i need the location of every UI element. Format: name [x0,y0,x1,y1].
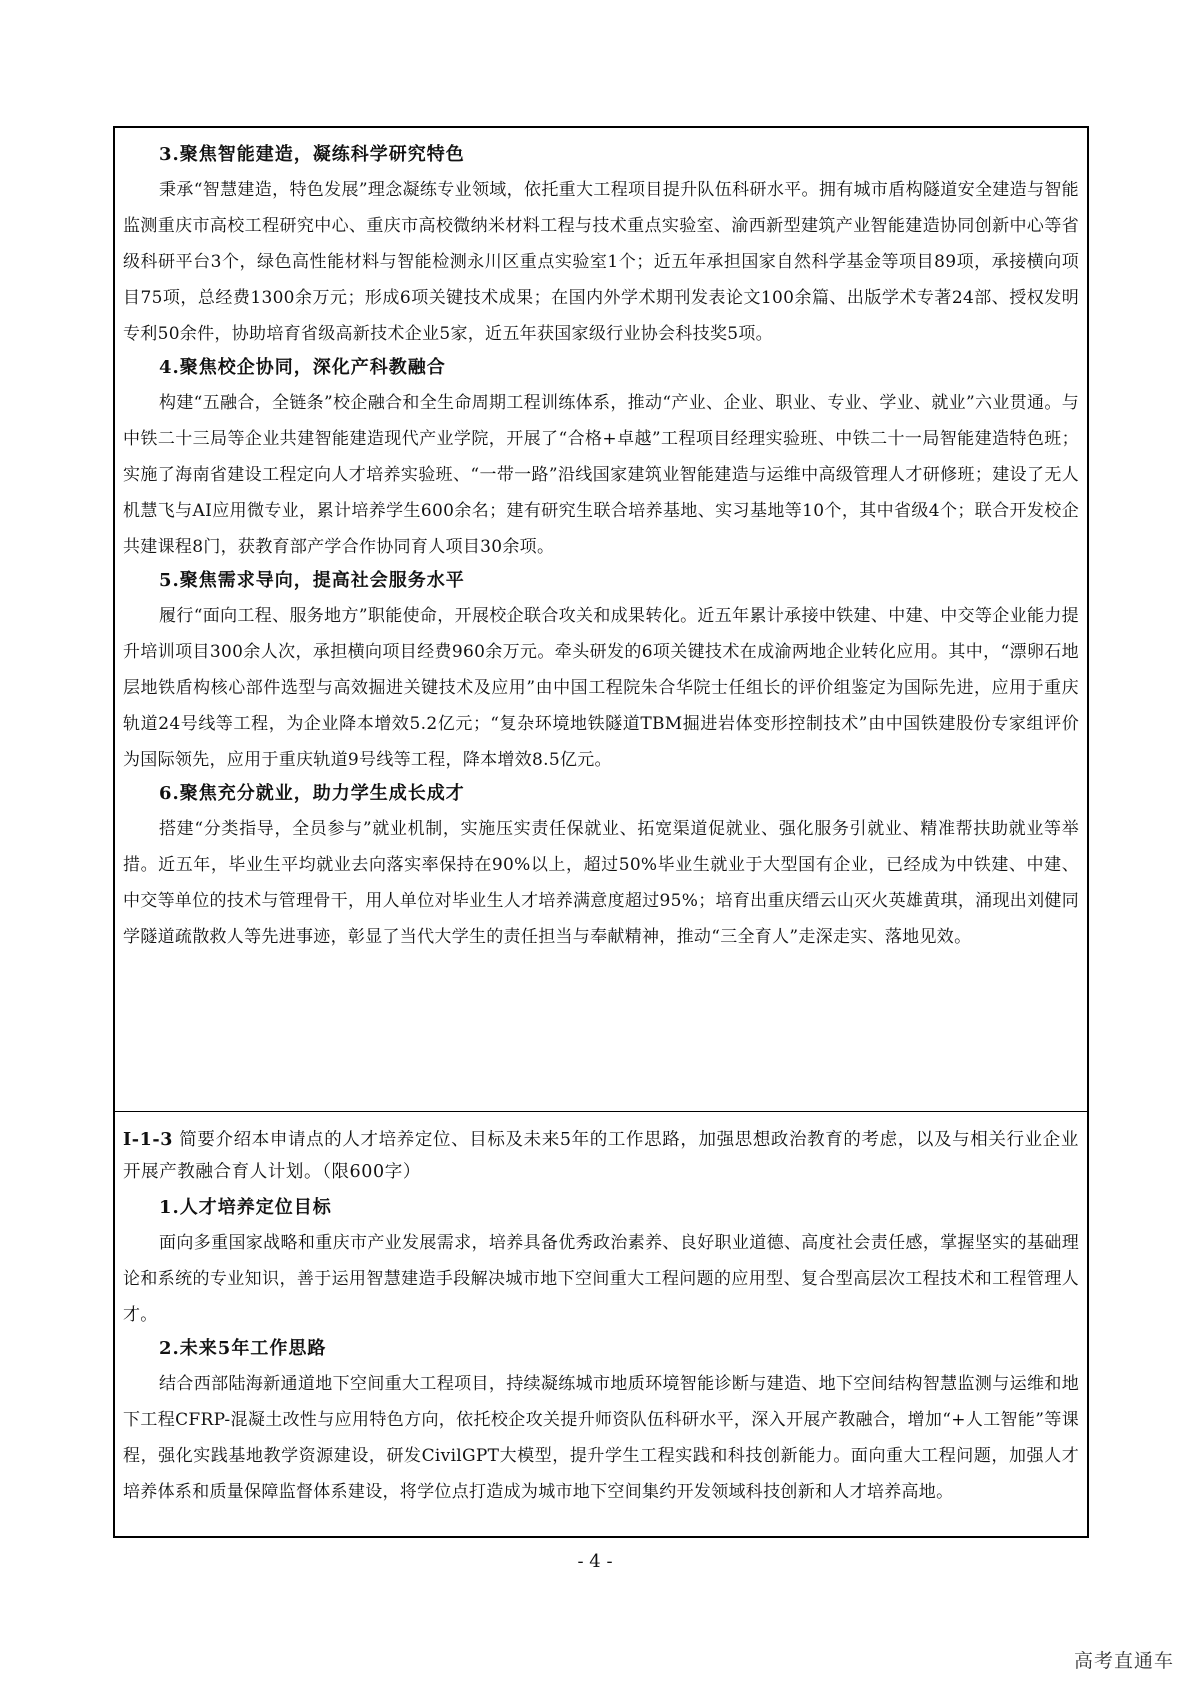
section-paragraph: 秉承“智慧建造，特色发展”理念凝练专业领域，依托重大工程项目提升队伍科研水平。拥有城市盾构隧道安全建造与智能监测重庆市高校工程研究中心、重庆市高校微纳米材料工程与技术重点实验室、渝西新型建筑产业智能建造协同创新中心等省级科研平台3个，绿色高性能材料与智能检测永川区重点实验室1个；近五年承担国家自然科学基金等项目89项，承接横向项目75项，总经费1300余万元；形成6项关键技术成果；在国内外学术期刊发表论文100余篇、出版学术专著24部、授权发明专利50余件，协助培育省级高新技术企业5家，近五年获国家级行业协会科技奖5项。 [123,180,1079,344]
section-heading: 3.聚焦智能建造，凝练科学研究特色 [159,144,465,165]
section-heading: 6.聚焦充分就业，助力学生成长成才 [159,783,465,804]
section-paragraph: 履行“面向工程、服务地方”职能使命，开展校企联合攻关和成果转化。近五年累计承接中铁建、中建、中交等企业能力提升培训项目300余人次，承担横向项目经费960余万元。牵头研发的6项关键技术在成渝两地企业转化应用。其中，“漂卵石地层地铁盾构核心部件选型与高效掘进关键技术及应用”由中国工程院朱合华院士任组长的评价组鉴定为国际先进，应用于重庆轨道24号线等工程，为企业降本增效5.2亿元；“复杂环境地铁隧道TBM掘进岩体变形控制技术”由中国铁建股份专家组评价为国际领先，应用于重庆轨道9号线等工程，降本增效8.5亿元。 [123,606,1079,770]
section-heading: 2.未来5年工作思路 [159,1338,327,1359]
form-table [113,126,1089,1538]
page-number: - 4 - [577,1551,613,1572]
section-heading: 5.聚焦需求导向，提高社会服务水平 [159,570,465,591]
question-prompt [123,1124,1079,1188]
section-cell-plan [115,1112,1087,1536]
section-heading: 1.人才培养定位目标 [159,1197,332,1218]
section-paragraph: 结合西部陆海新通道地下空间重大工程项目，持续凝练城市地质环境智能诊断与建造、地下空间结构智慧监测与运维和地下工程CFRP-混凝土改性与应用特色方向，依托校企攻关提升师资队伍科研水平，深入开展产教融合，增加“+人工智能”等课程，强化实践基地教学资源建设，研发CivilGPT大模型，提升学生工程实践和科技创新能力。面向重大工程问题，加强人才培养体系和质量保障监督体系建设，将学位点打造成为城市地下空间集约开发领域科技创新和人才培养高地。 [123,1374,1079,1502]
section-paragraph: 构建“五融合，全链条”校企融合和全生命周期工程训练体系，推动“产业、企业、职业、专业、学业、就业”六业贯通。与中铁二十三局等企业共建智能建造现代产业学院，开展了“合格+卓越”工程项目经理实验班、中铁二十一局智能建造特色班；实施了海南省建设工程定向人才培养实验班、“一带一路”沿线国家建筑业智能建造与运维中高级管理人才研修班；建设了无人机慧飞与AI应用微专业，累计培养学生600余名；建有研究生联合培养基地、实习基地等10个，其中省级4个；联合开发校企共建课程8门，获教育部产学合作协同育人项目30余项。 [123,393,1079,557]
watermark: 高考直通车 [1073,1650,1174,1672]
question-text: 简要介绍本申请点的人才培养定位、目标及未来5年的工作思路，加强思想政治教育的考虑，以及与相关行业企业开展产教融合育人计划。（限600字） [123,1130,1079,1182]
section-paragraph: 搭建“分类指导，全员参与”就业机制，实施压实责任保就业、拓宽渠道促就业、强化服务引就业、精准帮扶助就业等举措。近五年，毕业生平均就业去向落实率保持在90%以上，超过50%毕业生就业于大型国有企业，已经成为中铁建、中建、中交等单位的技术与管理骨干，用人单位对毕业生人才培养满意度超过95%；培育出重庆缙云山灭火英雄黄琪，涌现出刘健同学隧道疏散救人等先进事迹，彰显了当代大学生的责任担当与奉献精神，推动“三全育人”走深走实、落地见效。 [123,819,1079,947]
section-heading: 4.聚焦校企协同，深化产科教融合 [159,357,446,378]
section-cell-achievements [115,128,1087,1112]
question-code: I-1-3 [123,1130,174,1150]
section-paragraph: 面向多重国家战略和重庆市产业发展需求，培养具备优秀政治素养、良好职业道德、高度社会责任感，掌握坚实的基础理论和系统的专业知识，善于运用智慧建造手段解决城市地下空间重大工程问题的应用型、复合型高层次工程技术和工程管理人才。 [123,1233,1079,1325]
